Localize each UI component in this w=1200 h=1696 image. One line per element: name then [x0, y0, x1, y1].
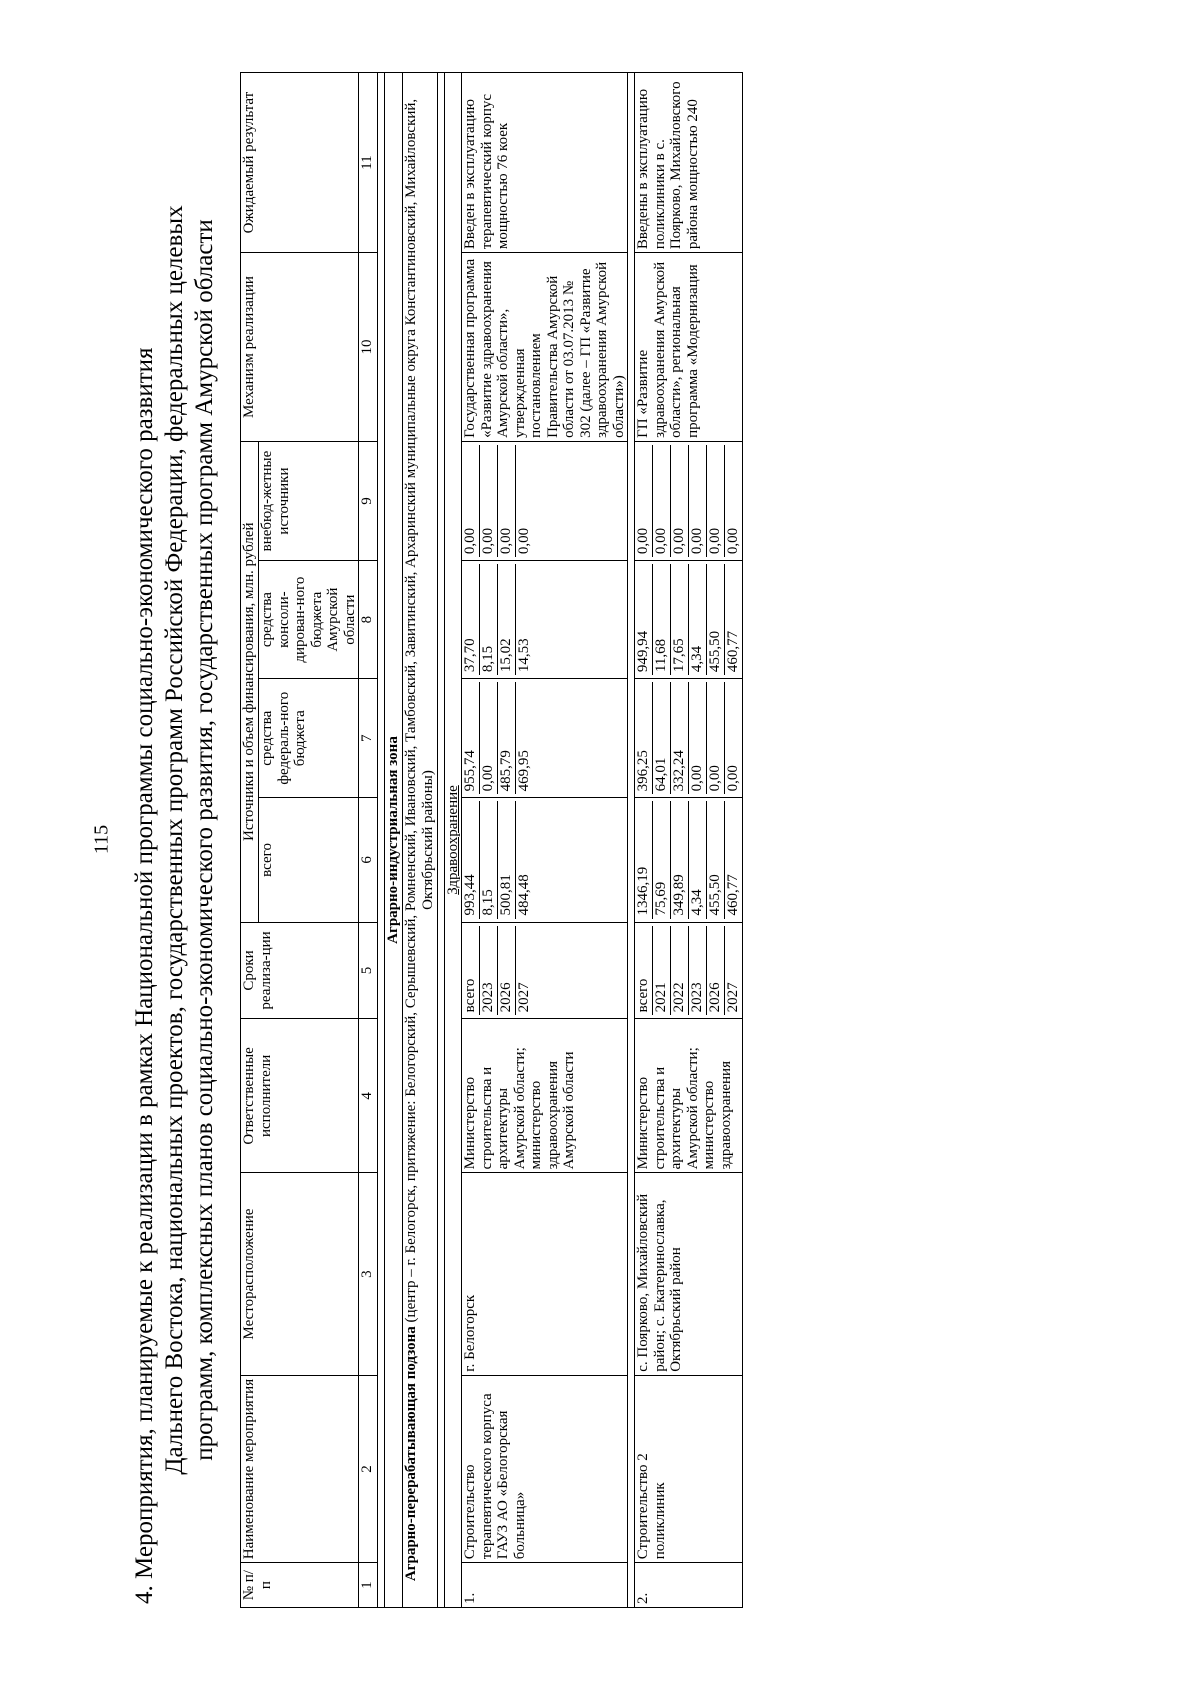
funding-federal — [635, 679, 743, 798]
header-row-1 — [241, 73, 259, 1608]
amount-cell: 0,00 — [725, 527, 741, 555]
spacer-row — [437, 73, 444, 1608]
measure-location: с. Поярково, Михайловский район; с. Екатеринославка, Октябрьский район — [635, 1173, 743, 1375]
amount-cell: 460,77 — [725, 874, 741, 916]
measure-name: Строительство терапевтического корпуса ГАУЗ АО «Белогорская больница» — [462, 1375, 628, 1563]
amount-cell: 455,50 — [707, 801, 725, 918]
col-header-name: Наименование мероприятия — [241, 1375, 359, 1563]
amount-cell: 15,02 — [498, 564, 516, 675]
col-header-result: Ожидаемый результат — [241, 73, 359, 253]
measure-result: Введен в эксплуатацию терапевтический корпус мощностью 76 коек — [462, 73, 628, 253]
period-cell: всего — [462, 926, 480, 1016]
amount-cell: 0,00 — [480, 682, 498, 794]
amount-cell: 37,70 — [462, 564, 480, 675]
col-header-total: всего — [259, 798, 359, 922]
col-index: 1 — [359, 1563, 378, 1608]
amount-cell: 460,77 — [725, 630, 741, 673]
amount-cell: 1346,19 — [635, 801, 653, 918]
col-index: 11 — [359, 73, 378, 253]
amount-cell: 0,00 — [498, 445, 516, 557]
col-index: 10 — [359, 253, 378, 442]
amount-cell: 955,74 — [462, 682, 480, 794]
col-header-num: № п/п — [241, 1563, 359, 1608]
amount-cell: 8,15 — [480, 564, 498, 675]
period-cell: всего — [635, 926, 653, 1016]
amount-cell: 469,95 — [516, 750, 532, 792]
subzone-row — [402, 73, 437, 1608]
funding-extra — [462, 441, 628, 560]
amount-cell: 949,94 — [635, 564, 653, 675]
spacer-row — [628, 73, 635, 1608]
period-cell: 2023 — [689, 926, 707, 1016]
amount-cell: 0,00 — [516, 527, 532, 555]
measure-mechanism: Государственная программа «Развитие здравоохранения Амурской области», утвержденная постановлением Правительства Амурской области от 03.07.2013 № 302 (далее – ГП «Развитие здравоохранения Амурской области») — [462, 253, 628, 442]
col-header-extra: внебюд-жетные источники — [259, 441, 359, 560]
row-number: 2. — [635, 1563, 743, 1608]
col-index: 9 — [359, 441, 378, 560]
measure-location: г. Белогорск — [462, 1173, 628, 1375]
amount-cell: 0,00 — [671, 445, 689, 557]
col-header-location: Месторасположение — [241, 1173, 359, 1375]
amount-cell: 11,68 — [653, 564, 671, 675]
amount-cell: 0,00 — [707, 445, 725, 557]
col-header-sources: Источники и объем финансирования, млн. рублей — [241, 441, 259, 922]
amount-cell: 0,00 — [689, 445, 707, 557]
col-header-terms: Сроки реализа-ции — [241, 922, 359, 1019]
section-heading — [130, 72, 220, 1608]
measure-mechanism: ГП «Развитие здравоохранения Амурской области», региональная программа «Модернизация — [635, 253, 743, 442]
amount-cell: 0,00 — [480, 445, 498, 557]
amount-cell: 64,01 — [653, 682, 671, 794]
measure-result: Введены в эксплуатацию поликлиники в с. Поярково, Михайловского района мощностью 240 — [635, 73, 743, 253]
subzone-description: (центр – г. Белогорск, притяжение: Белогорский, Серышевский, Ромненский, Ивановский, Тамбовский, Завитинский, Архаринский муниципальные округа Константиновский, Михайловский, Октябрьский районы) — [402, 98, 436, 1327]
col-header-federal: средства федераль-ного бюджета — [259, 679, 359, 798]
col-index: 5 — [359, 922, 378, 1019]
funding-regional — [462, 561, 628, 679]
period-cell: 2022 — [671, 926, 689, 1016]
amount-cell: 17,65 — [671, 564, 689, 675]
section-row — [444, 73, 462, 1608]
col-index: 3 — [359, 1173, 378, 1375]
amount-cell: 75,69 — [653, 801, 671, 918]
period-cell: 2026 — [498, 926, 516, 1016]
col-index: 2 — [359, 1375, 378, 1563]
funding-federal — [462, 679, 628, 798]
funding-extra — [635, 441, 743, 560]
measures-table — [240, 72, 743, 1608]
amount-cell: 8,15 — [480, 801, 498, 918]
amount-cell: 0,00 — [653, 445, 671, 557]
measure-periods — [462, 922, 628, 1019]
measure-executors: Министерство строительства и архитектуры Амурской области; министерство здравоохранения — [635, 1019, 743, 1173]
amount-cell: 485,79 — [498, 682, 516, 794]
period-cell: 2026 — [707, 926, 725, 1016]
page-number: 115 — [90, 824, 113, 855]
col-index: 7 — [359, 679, 378, 798]
column-index-row — [359, 73, 378, 1608]
funding-total — [462, 798, 628, 922]
amount-cell: 0,00 — [635, 445, 653, 557]
col-index: 6 — [359, 798, 378, 922]
funding-total — [635, 798, 743, 922]
amount-cell: 500,81 — [498, 801, 516, 918]
rotated-page-content — [130, 0, 1200, 1608]
period-cell: 2027 — [516, 982, 532, 1013]
amount-cell: 0,00 — [725, 765, 741, 792]
table-row — [635, 73, 743, 1608]
amount-cell: 484,48 — [516, 874, 532, 916]
measure-executors: Министерство строительства и архитектуры Амурской области; министерство здравоохранения Амурской области — [462, 1019, 628, 1173]
zone-title: Аграрно-индустриальная зона — [385, 73, 403, 1608]
period-cell: 2027 — [725, 982, 741, 1013]
spacer-row — [378, 73, 385, 1608]
col-header-mechanism: Механизм реализации — [241, 253, 359, 442]
section-title: Здравоохранение — [444, 73, 462, 1608]
measure-name: Строительство 2 поликлиник — [635, 1375, 743, 1563]
amount-cell: 455,50 — [707, 564, 725, 675]
heading-line-3: программ, комплексных планов социально-экономического развития, государственных программ Амурской области — [191, 219, 218, 1461]
amount-cell: 14,53 — [516, 638, 532, 673]
amount-cell: 349,89 — [671, 801, 689, 918]
period-cell: 2021 — [653, 926, 671, 1016]
period-cell: 2023 — [480, 926, 498, 1016]
amount-cell: 993,44 — [462, 801, 480, 918]
amount-cell: 0,00 — [707, 682, 725, 794]
amount-cell: 0,00 — [462, 445, 480, 557]
col-index: 8 — [359, 561, 378, 679]
amount-cell: 4,34 — [689, 564, 707, 675]
amount-cell: 4,34 — [689, 801, 707, 918]
heading-line-1: 4. Мероприятия, планируемые к реализации в рамках Национальной программы социально-экономического развития — [131, 347, 158, 1604]
col-index: 4 — [359, 1019, 378, 1173]
zone-row — [385, 73, 403, 1608]
heading-line-2: Дальнего Востока, национальных проектов, государственных программ Российской Федерации, федеральных целевых — [161, 205, 188, 1475]
subzone-name: Аграрно-перерабатывающая подзона — [402, 1326, 419, 1582]
table-row — [462, 73, 628, 1608]
col-header-regional: средства консоли-дирован-ного бюджета Амурской области — [259, 561, 359, 679]
amount-cell: 0,00 — [689, 682, 707, 794]
col-header-executors: Ответственные исполнители — [241, 1019, 359, 1173]
amount-cell: 332,24 — [671, 682, 689, 794]
funding-regional — [635, 561, 743, 679]
amount-cell: 396,25 — [635, 682, 653, 794]
measure-periods — [635, 922, 743, 1019]
row-number: 1. — [462, 1563, 628, 1608]
subzone-title — [402, 73, 437, 1608]
